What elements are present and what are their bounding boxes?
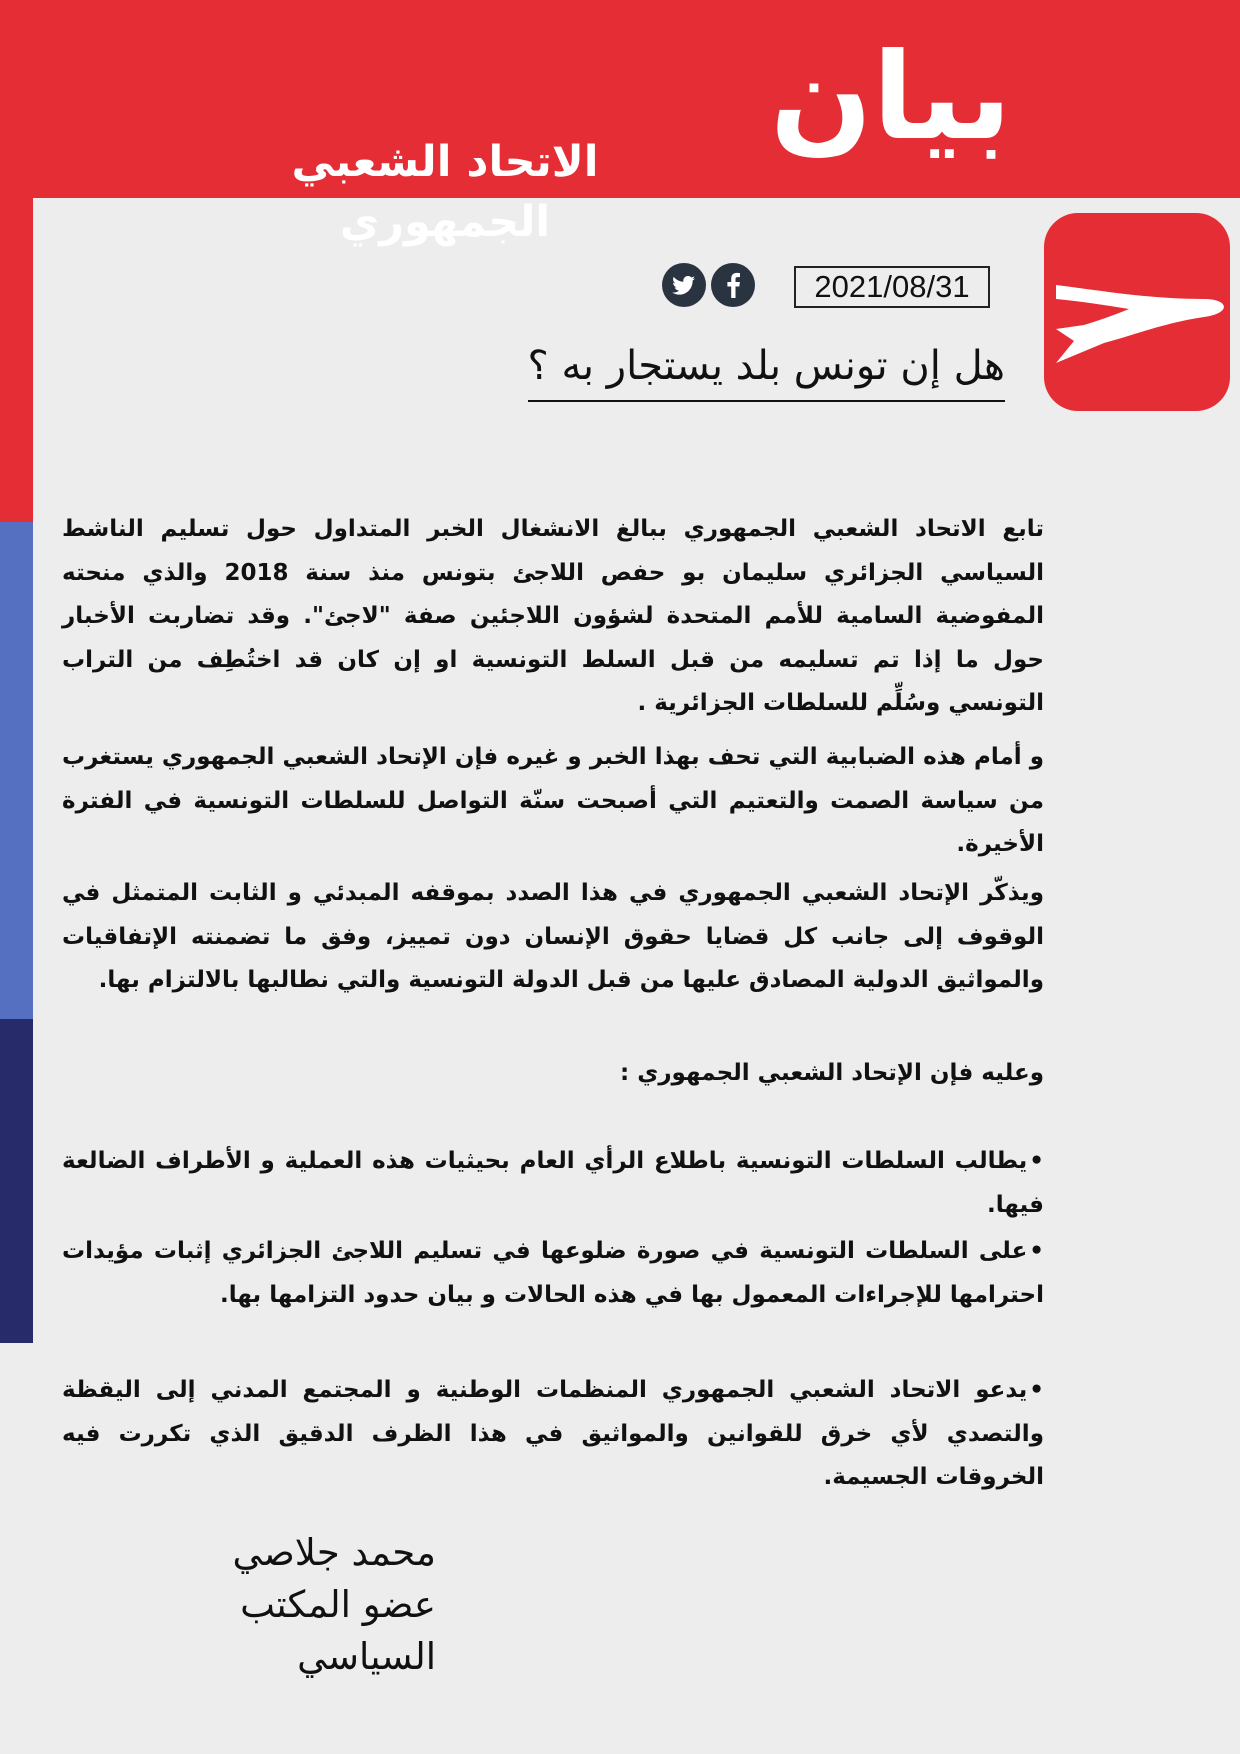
list-item bbox=[62, 1369, 1044, 1500]
list-item-text: يطالب السلطات التونسية باطلاع الرأي العام بحيثيات هذه العملية و الأطراف الضالعة فيها. bbox=[62, 1148, 1044, 1218]
org-name: الاتحاد الشعبي الجمهوري bbox=[291, 137, 599, 247]
list-item-text: يدعو الاتحاد الشعبي الجمهوري المنظمات الوطنية و المجتمع المدني إلى اليقظة والتصدي لأي خرق للقوانين والمواثيق في هذا الظرف الدقيق الذي تكررت فيه الخروقات الجسيمة. bbox=[62, 1377, 1044, 1490]
twitter-icon[interactable] bbox=[662, 263, 706, 307]
logo bbox=[1044, 213, 1230, 411]
side-stripe-navy bbox=[0, 1019, 33, 1343]
facebook-icon[interactable] bbox=[711, 263, 755, 307]
paragraph-3: ويذكّر الإتحاد الشعبي الجمهوري في هذا الصدد بموقفه المبدئي و الثابت المتمثل في الوقوف إلى جانب كل قضايا حقوق الإنسان دون تمييز، وفق ما تضمنته الإتفاقيات والمواثيق الدولية المصادق عليها من قبل الدولة التونسية والتي نطالبها بالالتزام بها. bbox=[62, 880, 1044, 993]
signature-title: عضو المكتب السياسي bbox=[240, 1583, 436, 1678]
list-item bbox=[62, 1230, 1044, 1317]
side-stripe-red bbox=[0, 198, 33, 522]
date-box: 2021/08/31 bbox=[794, 266, 990, 308]
list-item bbox=[62, 1140, 1044, 1227]
brand-word: بيان bbox=[770, 28, 1012, 167]
plane-icon bbox=[1044, 213, 1230, 411]
paragraph-4: وعليه فإن الإتحاد الشعبي الجمهوري : bbox=[620, 1060, 1044, 1086]
paragraph-1: تابع الاتحاد الشعبي الجمهوري ببالغ الانشغال الخبر المتداول حول تسليم الناشط السياسي الجزائري سليمان بو حفص اللاجئ بتونس منذ سنة 2018 والذي منحته المفوضية السامية للأمم المتحدة لشؤون اللاجئين صفة "لاجئ". وقد تضاربت الأخبار حول ما إذا تم تسليمه من قبل السلط التونسية او إن كان قد اختُطِف من التراب التونسي وسُلِّم للسلطات الجزائرية . bbox=[62, 516, 1044, 716]
side-stripe-blue bbox=[0, 522, 33, 1019]
signature-name: محمد جلاصي bbox=[232, 1531, 436, 1574]
paragraph-2: و أمام هذه الضبابية التي تحف بهذا الخبر و غيره فإن الإتحاد الشعبي الجمهوري يستغرب من سياسة الصمت والتعتيم التي أصبحت سنّة التواصل للسلطات التونسية في الفترة الأخيرة. bbox=[62, 744, 1044, 857]
list-item-text: على السلطات التونسية في صورة ضلوعها في تسليم اللاجئ الجزائري إثبات مؤيدات احترامها للإجراءات المعمول بها في هذه الحالات و بيان حدود التزامها بها. bbox=[62, 1238, 1044, 1308]
headline: هل إن تونس بلد يستجار به ؟ bbox=[528, 336, 1005, 402]
